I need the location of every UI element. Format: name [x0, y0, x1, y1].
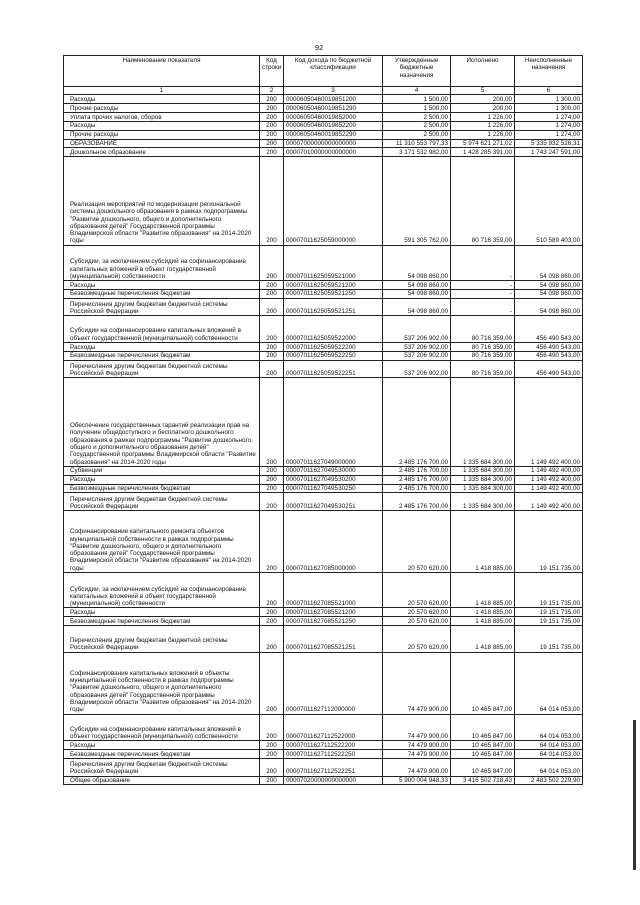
- table-row: [64, 493, 583, 511]
- row-approved-amount: 20 570 620,00: [383, 573, 451, 608]
- row-executed-amount: 10 465 847,00: [451, 758, 515, 776]
- row-line-code: 200: [260, 484, 284, 493]
- table-row: [64, 626, 583, 653]
- column-index: 4: [383, 87, 451, 95]
- row-line-code: 200: [260, 316, 284, 343]
- row-line-code: 200: [260, 104, 284, 113]
- row-indicator-name: Расходы: [64, 95, 260, 104]
- row-indicator-name: Дошкольное образование: [64, 148, 260, 157]
- table-body: [64, 95, 583, 785]
- row-indicator-name: Обеспечение государственных гарантий реализации прав на получение общедоступного и бесплатного дошкольного образования в рамках подпрограммы "Развитие дошкольного, общего и дополнительного образования детей" Государственной программы Владимирской области "Развитие образования" на 2014-2020 годы: [64, 378, 260, 467]
- row-budget-class-code: 00007011625059522250: [284, 351, 383, 360]
- row-executed-amount: 1 428 285 391,00: [451, 148, 515, 157]
- header-executed: Исполнено: [451, 56, 515, 87]
- row-remaining-amount: 1 149 492 400,00: [515, 475, 583, 484]
- table-row: [64, 758, 583, 776]
- row-approved-amount: 54 098 860,00: [383, 289, 451, 298]
- row-indicator-name: ОБРАЗОВАНИЕ: [64, 139, 260, 148]
- row-remaining-amount: 456 490 543,00: [515, 351, 583, 360]
- row-indicator-name: Перечисления другим бюджетам бюджетной системы Российской Федерации: [64, 758, 260, 776]
- row-line-code: 200: [260, 378, 284, 467]
- row-line-code: 200: [260, 758, 284, 776]
- table-header-row: [64, 56, 583, 87]
- row-executed-amount: 5 974 621 271,02: [451, 139, 515, 148]
- row-indicator-name: Софинансирование капитальных вложений в объекты муниципальной собственности в рамках подпрограммы "Развитие дошкольного, общего и дополнительного образования детей" Государственной программы Владимирской области "Развитие образования" на 2014-2020 годы: [64, 652, 260, 714]
- row-executed-amount: 80 716 359,00: [451, 157, 515, 246]
- row-remaining-amount: 19 151 735,00: [515, 608, 583, 617]
- row-budget-class-code: 00007011627112522000: [284, 714, 383, 741]
- table-row: [64, 351, 583, 360]
- row-approved-amount: 54 098 860,00: [383, 245, 451, 280]
- row-budget-class-code: 00007011625059521250: [284, 289, 383, 298]
- row-budget-class-code: 00007011625059521251: [284, 298, 383, 316]
- row-line-code: 200: [260, 714, 284, 741]
- row-line-code: 200: [260, 741, 284, 750]
- row-executed-amount: 80 716 359,00: [451, 360, 515, 378]
- table-row: [64, 741, 583, 750]
- row-executed-amount: 1 418 885,00: [451, 608, 515, 617]
- row-budget-class-code: 00007011627112522251: [284, 758, 383, 776]
- row-budget-class-code: 00007020000000000000: [284, 776, 383, 785]
- row-approved-amount: 537 206 902,00: [383, 351, 451, 360]
- row-indicator-name: Реализация мероприятий по модернизации региональной системы дошкольного образования в рамках подпрограммы "Развитие дошкольного, общего и дополнительного образования детей" Государственной программы Владимирской области "Развитие образования" на 2014-2020 годы: [64, 157, 260, 246]
- row-line-code: 200: [260, 511, 284, 573]
- row-indicator-name: Субсидии, за исключением субсидий на софинансирование капитальных вложений в объект государственной (муниципальной) собственности: [64, 245, 260, 280]
- row-budget-class-code: 00007011627049530250: [284, 484, 383, 493]
- column-index: 5: [451, 87, 515, 95]
- row-budget-class-code: 00007011627085521251: [284, 626, 383, 653]
- table-row: [64, 776, 583, 785]
- row-budget-class-code: 00007011627085521000: [284, 573, 383, 608]
- row-line-code: 200: [260, 112, 284, 121]
- row-indicator-name: Прочие расходы: [64, 104, 260, 113]
- row-budget-class-code: 00007011627112000000: [284, 652, 383, 714]
- row-line-code: 200: [260, 626, 284, 653]
- row-indicator-name: Прочие расходы: [64, 130, 260, 139]
- row-remaining-amount: 54 098 860,00: [515, 298, 583, 316]
- row-indicator-name: Расходы: [64, 475, 260, 484]
- column-index: 1: [64, 87, 260, 95]
- row-executed-amount: 1 335 684 300,00: [451, 484, 515, 493]
- row-remaining-amount: 1 149 492 400,00: [515, 484, 583, 493]
- row-approved-amount: 2 485 176 700,00: [383, 484, 451, 493]
- row-indicator-name: Перечисления другим бюджетам бюджетной системы Российской Федерации: [64, 298, 260, 316]
- row-line-code: 200: [260, 351, 284, 360]
- table-row: [64, 360, 583, 378]
- table-row: [64, 466, 583, 475]
- row-executed-amount: 10 465 847,00: [451, 741, 515, 750]
- table-row: [64, 652, 583, 714]
- row-remaining-amount: 54 098 860,00: [515, 289, 583, 298]
- row-executed-amount: 3 416 502 718,43: [451, 776, 515, 785]
- scan-edge-mark: [633, 720, 636, 870]
- table-row: [64, 617, 583, 626]
- table-row: [64, 112, 583, 121]
- row-indicator-name: Безвозмездные перечисления бюджетам: [64, 351, 260, 360]
- row-budget-class-code: 00006050460019851290: [284, 104, 383, 113]
- row-approved-amount: 2 500,00: [383, 112, 451, 121]
- row-budget-class-code: 00007011625059522200: [284, 343, 383, 352]
- row-indicator-name: Безвозмездные перечисления бюджетам: [64, 617, 260, 626]
- row-budget-class-code: 00007010000000000000: [284, 148, 383, 157]
- table-row: [64, 316, 583, 343]
- row-budget-class-code: 00007011627049530000: [284, 466, 383, 475]
- row-budget-class-code: 00007011625059521000: [284, 245, 383, 280]
- row-approved-amount: 54 098 860,00: [383, 298, 451, 316]
- row-indicator-name: Перечисления другим бюджетам бюджетной системы Российской Федерации: [64, 493, 260, 511]
- row-line-code: 200: [260, 475, 284, 484]
- row-remaining-amount: 54 098 860,00: [515, 281, 583, 290]
- row-budget-class-code: 00007011627085521250: [284, 617, 383, 626]
- row-line-code: 200: [260, 360, 284, 378]
- row-approved-amount: 74 479 900,00: [383, 750, 451, 759]
- row-remaining-amount: 1 149 492 400,00: [515, 378, 583, 467]
- row-executed-amount: 10 465 847,00: [451, 714, 515, 741]
- column-index-row: [64, 87, 583, 95]
- row-line-code: 200: [260, 608, 284, 617]
- row-approved-amount: 2 500,00: [383, 121, 451, 130]
- row-executed-amount: 1 226,00: [451, 130, 515, 139]
- row-remaining-amount: 64 014 053,00: [515, 714, 583, 741]
- row-remaining-amount: 19 151 735,00: [515, 617, 583, 626]
- row-line-code: 200: [260, 652, 284, 714]
- row-budget-class-code: 00006050460019852200: [284, 121, 383, 130]
- row-indicator-name: Расходы: [64, 281, 260, 290]
- row-line-code: 200: [260, 493, 284, 511]
- row-executed-amount: 1 335 684 300,00: [451, 378, 515, 467]
- header-line-code: Код строки: [260, 56, 284, 87]
- table-row: [64, 121, 583, 130]
- row-remaining-amount: 5 335 932 526,31: [515, 139, 583, 148]
- row-line-code: 200: [260, 298, 284, 316]
- row-indicator-name: Безвозмездные перечисления бюджетам: [64, 289, 260, 298]
- row-budget-class-code: 000060504600198512‍00: [284, 95, 383, 104]
- row-executed-amount: -: [451, 245, 515, 280]
- row-executed-amount: 1 418 885,00: [451, 573, 515, 608]
- row-line-code: 200: [260, 289, 284, 298]
- row-remaining-amount: 510 589 403,00: [515, 157, 583, 246]
- row-budget-class-code: 00007011625059522000: [284, 316, 383, 343]
- row-line-code: 200: [260, 130, 284, 139]
- row-executed-amount: 1 226,00: [451, 121, 515, 130]
- row-executed-amount: 1 335 684 300,00: [451, 475, 515, 484]
- row-remaining-amount: 1 743 247 591,00: [515, 148, 583, 157]
- table-row: [64, 484, 583, 493]
- row-approved-amount: 2 485 176 700,00: [383, 493, 451, 511]
- header-budget-class-code: Код дохода по бюджетной классификации: [284, 56, 383, 87]
- row-executed-amount: 1 335 684 300,00: [451, 466, 515, 475]
- row-approved-amount: 11 310 553 797,33: [383, 139, 451, 148]
- row-remaining-amount: 1 149 492 400,00: [515, 466, 583, 475]
- row-budget-class-code: 00007011625059522251: [284, 360, 383, 378]
- table-row: [64, 281, 583, 290]
- row-approved-amount: 74 479 900,00: [383, 741, 451, 750]
- table-row: [64, 104, 583, 113]
- row-approved-amount: 1 500,00: [383, 95, 451, 104]
- row-indicator-name: Расходы: [64, 121, 260, 130]
- row-indicator-name: Безвозмездные перечисления бюджетам: [64, 484, 260, 493]
- row-approved-amount: 2 500,00: [383, 130, 451, 139]
- row-executed-amount: -: [451, 289, 515, 298]
- row-remaining-amount: 19 151 735,00: [515, 573, 583, 608]
- row-approved-amount: 74 479 900,00: [383, 652, 451, 714]
- table-row: [64, 298, 583, 316]
- table-row: [64, 608, 583, 617]
- row-budget-class-code: 00007000000000000000: [284, 139, 383, 148]
- row-approved-amount: 2 485 176 700,00: [383, 378, 451, 467]
- row-budget-class-code: 00007011627085521200: [284, 608, 383, 617]
- row-line-code: 200: [260, 139, 284, 148]
- row-remaining-amount: 456 490 543,00: [515, 360, 583, 378]
- row-indicator-name: Расходы: [64, 741, 260, 750]
- row-indicator-name: Перечисления другим бюджетам бюджетной системы Российской Федерации: [64, 626, 260, 653]
- row-budget-class-code: 00006050460019852000: [284, 112, 383, 121]
- header-approved: Утвержденные бюджетные назначения: [383, 56, 451, 87]
- row-remaining-amount: 1 149 492 400,00: [515, 493, 583, 511]
- table-row: [64, 245, 583, 280]
- row-remaining-amount: 64 014 053,00: [515, 758, 583, 776]
- row-approved-amount: 20 570 620,00: [383, 608, 451, 617]
- row-approved-amount: 20 570 620,00: [383, 626, 451, 653]
- row-executed-amount: 80 716 359,00: [451, 316, 515, 343]
- row-remaining-amount: 1 274,00: [515, 121, 583, 130]
- row-executed-amount: 1 418 885,00: [451, 617, 515, 626]
- row-approved-amount: 2 485 176 700,00: [383, 475, 451, 484]
- row-executed-amount: 80 716 359,00: [451, 343, 515, 352]
- row-budget-class-code: 00007011627112522200: [284, 741, 383, 750]
- table-row: [64, 130, 583, 139]
- row-indicator-name: Расходы: [64, 343, 260, 352]
- row-executed-amount: 10 465 847,00: [451, 652, 515, 714]
- row-line-code: 200: [260, 121, 284, 130]
- row-line-code: 200: [260, 343, 284, 352]
- row-approved-amount: 537 206 902,00: [383, 316, 451, 343]
- row-budget-class-code: 00006050460019852290: [284, 130, 383, 139]
- row-budget-class-code: 00007011627049530200: [284, 475, 383, 484]
- row-approved-amount: 1 500,00: [383, 104, 451, 113]
- row-approved-amount: 74 479 900,00: [383, 714, 451, 741]
- row-executed-amount: -: [451, 281, 515, 290]
- row-remaining-amount: 1 300,00: [515, 95, 583, 104]
- table-row: [64, 148, 583, 157]
- row-approved-amount: 20 570 620,00: [383, 511, 451, 573]
- table-row: [64, 95, 583, 104]
- row-executed-amount: -: [451, 298, 515, 316]
- column-index: 3: [284, 87, 383, 95]
- row-remaining-amount: 456 490 543,00: [515, 316, 583, 343]
- row-line-code: 200: [260, 157, 284, 246]
- row-executed-amount: 10 465 847,00: [451, 750, 515, 759]
- row-indicator-name: Расходы: [64, 608, 260, 617]
- row-approved-amount: 54 098 860,00: [383, 281, 451, 290]
- table-row: [64, 343, 583, 352]
- row-remaining-amount: 1 300,00: [515, 104, 583, 113]
- row-executed-amount: 1 226,00: [451, 112, 515, 121]
- row-indicator-name: Уплата прочих налогов, сборов: [64, 112, 260, 121]
- page-number: 92: [314, 43, 324, 52]
- column-index: 6: [515, 87, 583, 95]
- row-line-code: 200: [260, 95, 284, 104]
- table-row: [64, 714, 583, 741]
- row-indicator-name: Субсидии на софинансирование капитальных вложений в объект государственной (муниципальной) собственности: [64, 714, 260, 741]
- row-remaining-amount: 456 490 543,00: [515, 343, 583, 352]
- table-row: [64, 573, 583, 608]
- row-remaining-amount: 54 098 860,00: [515, 245, 583, 280]
- row-executed-amount: 80 716 359,00: [451, 351, 515, 360]
- row-executed-amount: 1 335 684 300,00: [451, 493, 515, 511]
- row-line-code: 200: [260, 776, 284, 785]
- table-row: [64, 750, 583, 759]
- row-budget-class-code: 00007011625059000000: [284, 157, 383, 246]
- row-approved-amount: 3 171 532 982,00: [383, 148, 451, 157]
- row-indicator-name: Общее образование: [64, 776, 260, 785]
- row-approved-amount: 591 305 762,00: [383, 157, 451, 246]
- row-remaining-amount: 19 151 735,00: [515, 626, 583, 653]
- row-indicator-name: Безвозмездные перечисления бюджетам: [64, 750, 260, 759]
- row-remaining-amount: 19 151 735,00: [515, 511, 583, 573]
- row-approved-amount: 2 485 176 700,00: [383, 466, 451, 475]
- table-row: [64, 289, 583, 298]
- row-executed-amount: 200,00: [451, 95, 515, 104]
- row-indicator-name: Субсидии на софинансирование капитальных вложений в объект государственной (муниципальной) собственности: [64, 316, 260, 343]
- row-approved-amount: 20 570 620,00: [383, 617, 451, 626]
- header-indicator-name: Наименование показателя: [64, 56, 260, 87]
- row-budget-class-code: 00007011627112522250: [284, 750, 383, 759]
- table-row: [64, 511, 583, 573]
- row-remaining-amount: 64 014 053,00: [515, 741, 583, 750]
- table-row: [64, 475, 583, 484]
- row-indicator-name: Субвенции: [64, 466, 260, 475]
- row-budget-class-code: 00007011625059521200: [284, 281, 383, 290]
- row-remaining-amount: 64 014 053,00: [515, 750, 583, 759]
- row-remaining-amount: 2 483 502 229,90: [515, 776, 583, 785]
- table-row: [64, 378, 583, 467]
- row-approved-amount: 537 206 902,00: [383, 343, 451, 352]
- column-index: 2: [260, 87, 284, 95]
- row-line-code: 200: [260, 281, 284, 290]
- row-line-code: 200: [260, 750, 284, 759]
- row-line-code: 200: [260, 148, 284, 157]
- row-executed-amount: 1 418 885,00: [451, 626, 515, 653]
- row-remaining-amount: 64 014 053,00: [515, 652, 583, 714]
- row-indicator-name: Субсидии, за исключением субсидий на софинансирование капитальных вложений в объект государственной (муниципальной) собственности: [64, 573, 260, 608]
- row-line-code: 200: [260, 245, 284, 280]
- row-budget-class-code: 00007011627049000000: [284, 378, 383, 467]
- row-remaining-amount: 1 274,00: [515, 130, 583, 139]
- row-approved-amount: 74 479 900,00: [383, 758, 451, 776]
- row-indicator-name: Перечисления другим бюджетам бюджетной системы Российской Федерации: [64, 360, 260, 378]
- row-approved-amount: 537 206 902,00: [383, 360, 451, 378]
- header-remaining: Неисполненные назначения: [515, 56, 583, 87]
- row-remaining-amount: 1 274,00: [515, 112, 583, 121]
- row-executed-amount: 200,00: [451, 104, 515, 113]
- table-row: [64, 157, 583, 246]
- table-row: [64, 139, 583, 148]
- row-line-code: 200: [260, 617, 284, 626]
- row-budget-class-code: 00007011627085000000: [284, 511, 383, 573]
- row-approved-amount: 5 900 004 948,33: [383, 776, 451, 785]
- row-budget-class-code: 00007011627049530251: [284, 493, 383, 511]
- row-line-code: 200: [260, 466, 284, 475]
- row-executed-amount: 1 418 885,00: [451, 511, 515, 573]
- row-line-code: 200: [260, 573, 284, 608]
- row-indicator-name: Софинансирование капитального ремонта объектов муниципальной собственности в рамках подпрограммы "Развитие дошкольного, общего и дополнительного образования детей" Государственной программы Владимирской области "Развитие образования" на 2014-2020 годы: [64, 511, 260, 573]
- budget-execution-table: [63, 55, 583, 785]
